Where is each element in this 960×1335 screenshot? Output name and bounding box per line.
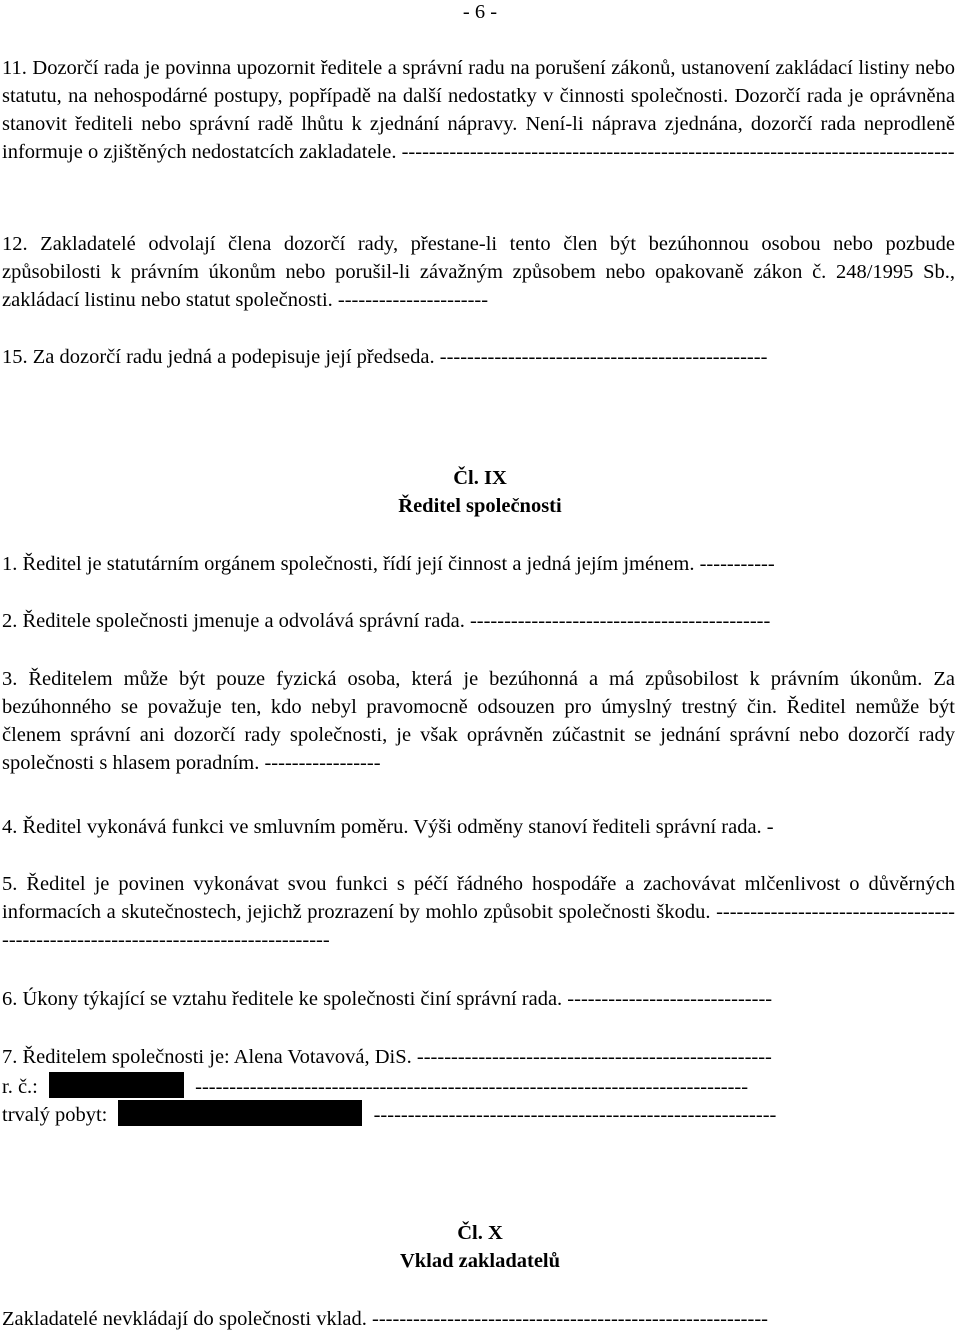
article-ix-paragraph-3: 3. Ředitelem může být pouze fyzická osoba, která je bezúhonná a má způsobilost k právním úkonům. Za bezúhonného se považuje ten, kdo nebyl pravomocně odsouzen pro úmyslný trestný čin. Ředitel nemůže být členem správní ani dozorčí rady společnosti, je však oprávněn zúčastnit se jednání správní nebo dozorčí rady společnosti s hlasem poradním. ----------------- xyxy=(2,668,955,774)
article-ix-paragraph-7: 7. Ředitelem společnosti je: Alena Votavová, DiS. ---------------------------------------------------- xyxy=(2,1046,772,1068)
article-ix-paragraph-5: 5. Ředitel je povinen vykonávat svou funkci s péčí řádného hospodáře a zachovávat mlčenlivost o důvěrných informacích a skutečnostech, jejichž prozrazení by mohlo způsobit společnosti škodu. ----------------------------------------------------------------------------------- xyxy=(2,873,955,951)
paragraph-15: 15. Za dozorčí radu jedná a podepisuje její předseda. ------------------------------------------------ xyxy=(2,346,768,368)
article-x-number: Čl. X xyxy=(457,1222,503,1244)
article-ix-paragraph-2: 2. Ředitele společnosti jmenuje a odvolává správní rada. -------------------------------------------- xyxy=(2,610,771,632)
paragraph-11: 11. Dozorčí rada je povinna upozornit ředitele a správní radu na porušení zákonů, ustanovení zakládací listiny nebo statutu, na nehospodárné postupy, popřípadě na další nedostatky v činnosti společnosti. Dozorčí rada je oprávněna stanovit řediteli nebo správní radě lhůtu k zjednání nápravy. Není-li náprava zjednána, dozorčí rada neprodleně informuje o zjištěných nedostatcích zakladatele. --------------------------------------------------------------------------------- xyxy=(2,57,955,163)
article-x-paragraph-1: Zakladatelé nevkládají do společnosti vklad. ---------------------------------------------------------- xyxy=(2,1308,768,1330)
address-label: trvalý pobyt: xyxy=(2,1104,108,1126)
birth-number-label: r. č.: xyxy=(2,1076,38,1098)
article-x-title: Vklad zakladatelů xyxy=(399,1250,561,1272)
page-number: - 6 - xyxy=(462,1,498,23)
article-ix-paragraph-4: 4. Ředitel vykonává funkci ve smluvním poměru. Výši odměny stanoví řediteli správní rada. - xyxy=(2,816,774,838)
paragraph-12: 12. Zakladatelé odvolají člena dozorčí rady, přestane-li tento člen být bezúhonnou osobou nebo pozbude způsobilosti k právním úkonům nebo porušil-li závažným způsobem nebo opakovaně zákon č. 248/1995 Sb., zakládací listinu nebo statut společnosti. ---------------------- xyxy=(2,233,955,311)
redaction-bar xyxy=(118,1100,362,1126)
article-ix-paragraph-1: 1. Ředitel je statutárním orgánem společnosti, řídí její činnost a jedná jejím jménem. ----------- xyxy=(2,553,775,575)
article-ix-title: Ředitel společnosti xyxy=(398,495,562,517)
article-ix-number: Čl. IX xyxy=(453,467,507,489)
address-dashes: ----------------------------------------------------------- xyxy=(373,1104,777,1126)
article-ix-paragraph-6: 6. Úkony týkající se vztahu ředitele ke společnosti činí správní rada. ------------------------------ xyxy=(2,988,773,1010)
redaction-bar xyxy=(49,1072,184,1098)
address-row xyxy=(2,1100,955,1129)
birth-number-dashes: --------------------------------------------------------------------------------- xyxy=(195,1076,749,1098)
birth-number-row xyxy=(2,1072,955,1101)
